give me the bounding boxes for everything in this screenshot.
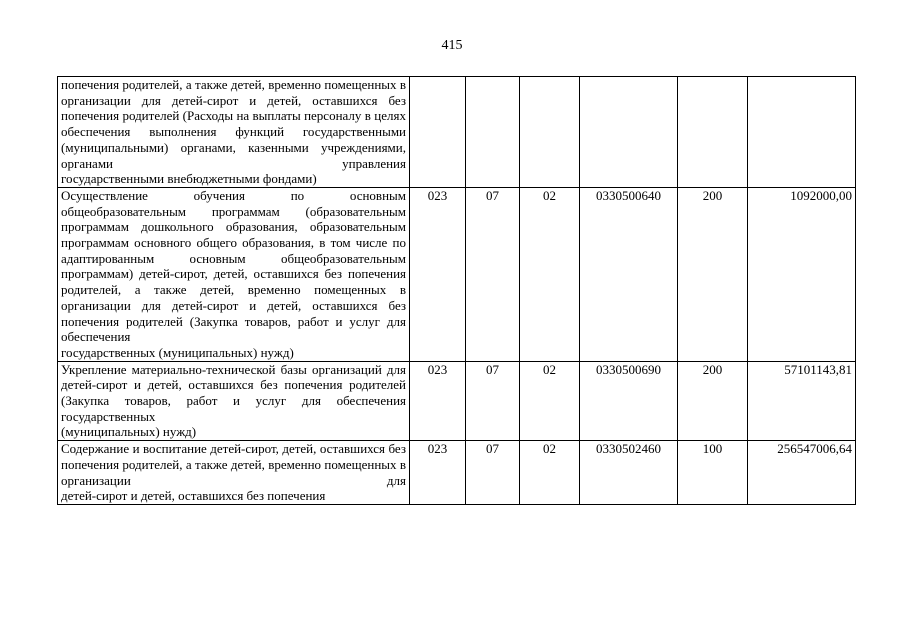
amount-cell: 57101143,81 [748,361,856,441]
description-line: детей-сирот и детей, оставшихся без попечения [61,488,326,504]
section-code-cell: 07 [466,361,520,441]
table-row [58,187,856,361]
description-line: оставшихся без попечения родителей, а также [61,441,406,472]
section-code-cell: 07 [466,441,520,505]
target-article-cell: 0330502460 [580,441,678,505]
page-number: 415 [441,38,463,53]
description-line: казенными учреждениями, органами управления [61,139,406,171]
description-line: (Закупка товаров, работ и услуг для обеспечения [61,313,406,345]
description-line: попечения родителей, а также детей, временно [61,266,407,298]
ministry-code-cell: 023 [410,187,466,361]
description-line: государственными (муниципальными) органами, [61,124,407,155]
description-line: (образовательным программам дошкольного [61,203,406,235]
ministry-code-cell [410,77,466,188]
description-cell [58,361,410,441]
amount-cell [748,77,856,188]
table-row [58,441,856,505]
subsection-code-cell: 02 [520,361,580,441]
description-line: временно помещенных в организации для [61,77,406,108]
expense-type-cell [678,77,748,188]
table-row [58,361,856,441]
description-line: попечения родителей, а также детей, [61,77,265,92]
description-line: государственными внебюджетными фондами) [61,171,317,187]
amount-cell: 1092000,00 [748,187,856,361]
budget-table [57,76,856,505]
subsection-code-cell: 02 [520,187,580,361]
description-line: (муниципальных) нужд) [61,424,197,440]
expense-type-cell: 100 [678,441,748,505]
description-cell [58,187,410,361]
description-line: Осуществление обучения по основным [61,187,406,203]
description-line: детей, временно помещенных в организации для [61,456,406,488]
description-cell [58,77,410,188]
description-line: программам) детей-сирот, детей, оставшихся без [61,266,343,282]
description-line: государственных (муниципальных) нужд) [61,344,294,360]
target-article-cell: 0330500690 [580,361,678,441]
description-line: Укрепление материально-технической базы [61,361,307,377]
description-cell [58,441,410,505]
description-line: помещенных в организации для детей-сирот и [61,282,406,313]
section-code-cell: 07 [466,187,520,361]
ministry-code-cell: 023 [410,361,466,441]
amount-cell: 256547006,64 [748,441,856,505]
description-line: образования, образовательным программам [61,219,407,251]
section-code-cell [466,77,520,188]
description-line: и услуг для обеспечения государственных [61,393,407,424]
subsection-code-cell [520,77,580,188]
table-row [58,77,856,188]
description-line: адаптированным основным общеобразовательным [61,250,406,266]
description-line: в целях обеспечения выполнения функций [61,108,406,140]
target-article-cell [580,77,678,188]
description-line: детей, оставшихся без попечения родителей [61,297,407,329]
target-article-cell: 0330500640 [580,187,678,361]
description-line: основного общего образования, в том числе по [134,235,406,251]
expense-type-cell: 200 [678,187,748,361]
subsection-code-cell: 02 [520,441,580,505]
expense-type-cell: 200 [678,361,748,441]
description-line: организаций для детей-сирот и детей, оставшихся [61,361,407,393]
description-line: детей-сирот и детей, оставшихся без попечения [61,92,406,124]
description-line: родителей (Расходы на выплаты персоналу [122,108,362,124]
ministry-code-cell: 023 [410,441,466,505]
description-line: общеобразовательным программам [61,203,280,219]
description-line: Содержание и воспитание детей-сирот, детей, [61,441,317,457]
description-line: без попечения родителей (Закупка товаров, работ [61,377,407,409]
